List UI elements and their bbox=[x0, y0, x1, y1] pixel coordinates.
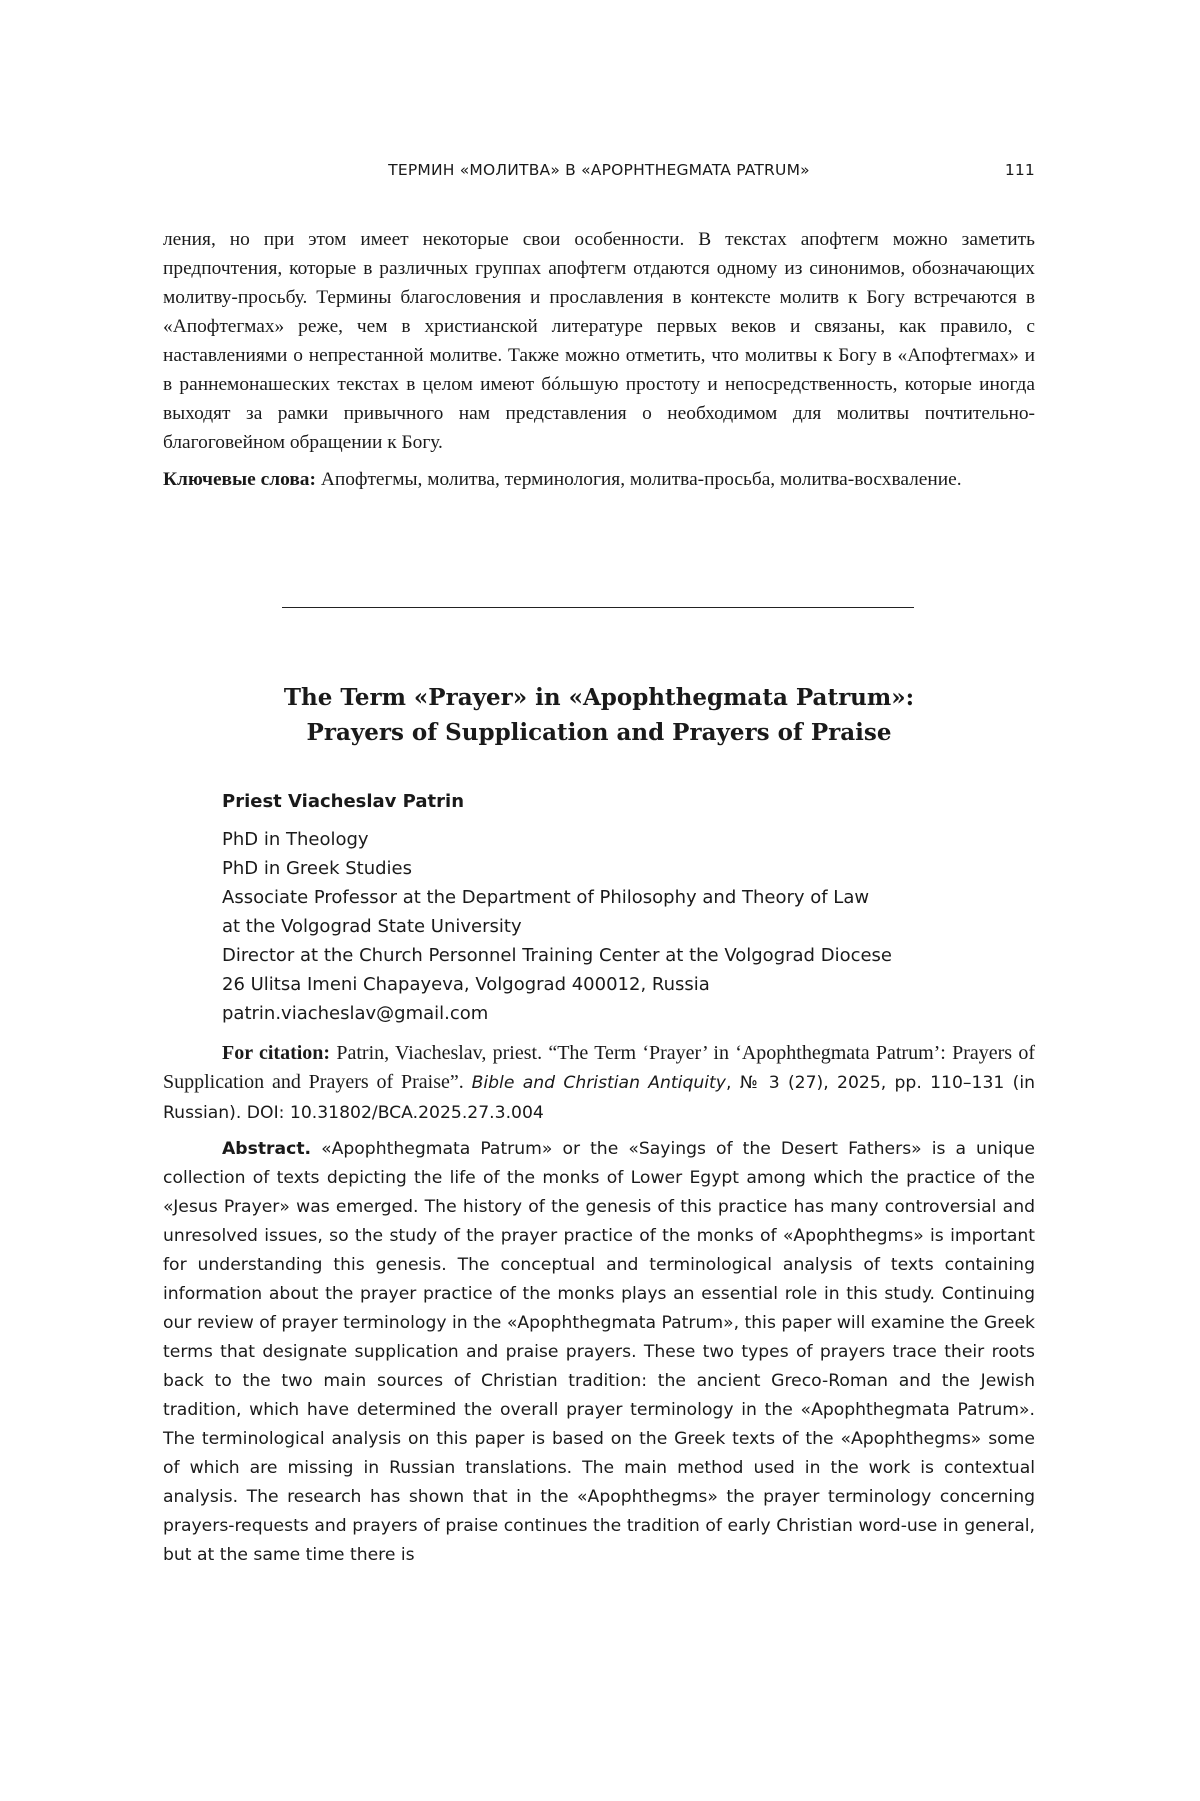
citation-text: Patrin, Viacheslav, priest. “The Term ‘Prayer’ in ‘Apophthegmata Patrum’: Prayers of Supplication and Prayers of Praise”. bbox=[163, 1042, 1036, 1093]
running-head bbox=[163, 161, 1035, 187]
citation-details: , № 3 (27), 2025, pp. 110–131 (in Russian). DOI: 10.31802/BCA.2025.27.3.004 bbox=[163, 1073, 1035, 1123]
citation bbox=[163, 1039, 1035, 1128]
article-title-line-2: Prayers of Supplication and Prayers of Praise bbox=[306, 719, 892, 746]
russian-keywords bbox=[163, 465, 1035, 494]
article-title bbox=[163, 680, 1035, 750]
article-title-line-1: The Term «Prayer» in «Apophthegmata Patrum»: bbox=[283, 684, 915, 711]
keywords-label: Ключевые слова: bbox=[163, 469, 316, 490]
abstract bbox=[163, 1135, 1035, 1570]
russian-summary-text: ления, но при этом имеет некоторые свои особенности. В текстах апофтегм можно заметить предпочтения, которые в различных группах апофтегм отдаются одному из синонимов, обозначающих молитву-просьбу. Термины благословения и прославления в контексте молитв к Богу встречаются в «Апофтегмах» реже, чем в христианской литературе первых веков и связаны, как правило, с наставлениями о непрестанной молитве. Также можно отметить, что молитвы к Богу в «Апофтегмах» и в раннемонашеских текстах в целом имеют бóльшую простоту и непосредственность, которые иногда выходят за рамки привычного нам представления о необходимом для молитвы почтительно-благоговейном обращении к Богу. bbox=[163, 229, 1035, 453]
keywords-text: Апофтегмы, молитва, терминология, молитва-просьба, молитва-восхваление. bbox=[320, 469, 962, 490]
abstract-label: Abstract. bbox=[222, 1139, 312, 1159]
journal-name: Bible and Christian Antiquity bbox=[471, 1073, 726, 1093]
affiliation-line: PhD in Theology bbox=[222, 829, 369, 850]
affiliation-line: 26 Ulitsa Imeni Chapayeva, Volgograd 400012, Russia bbox=[222, 974, 710, 995]
running-head-title: ТЕРМИН «МОЛИТВА» В «APOPHTHEGMATA PATRUM» bbox=[388, 161, 810, 179]
page-number: 111 bbox=[1004, 161, 1035, 179]
author-email: patrin.viacheslav@gmail.com bbox=[222, 1003, 489, 1024]
section-divider bbox=[282, 607, 914, 608]
affiliation-line: Director at the Church Personnel Training Center at the Volgograd Diocese bbox=[222, 945, 892, 966]
affiliation-line: PhD in Greek Studies bbox=[222, 858, 412, 879]
abstract-text: «Apophthegmata Patrum» or the «Sayings of the Desert Fathers» is a unique collection of texts depicting the life of the monks of Lower Egypt among which the practice of the «Jesus Prayer» was emerged. The history of the genesis of this practice has many controversial and unresolved issues, so the study of the prayer practice of the monks of «Apophthegms» is important for understanding this genesis. The conceptual and terminological analysis of texts containing information about the prayer practice of the monks plays an essential role in this study. Continuing our review of prayer terminology in the «Apophthegmata Patrum», this paper will examine the Greek terms that designate supplication and praise prayers. These two types of prayers trace their roots back to the two main sources of Christian tradition: the ancient Greco-Roman and the Jewish tradition, which have determined the overall prayer terminology in the «Apophthegmata Patrum». The terminological analysis on this paper is based on the Greek texts of the «Apophthegms» some of which are missing in Russian translations. The main method used in the work is contextual analysis. The research has shown that in the «Apophthegms» the prayer terminology concerning prayers-requests and prayers of praise continues the tradition of early Christian word-use in general, but at the same time there is bbox=[163, 1139, 1035, 1565]
citation-label: For citation: bbox=[222, 1042, 331, 1064]
author-block bbox=[222, 787, 1035, 1028]
russian-summary bbox=[163, 225, 1035, 494]
author-name: Priest Viacheslav Patrin bbox=[222, 791, 465, 812]
affiliation-line: Associate Professor at the Department of Philosophy and Theory of Law bbox=[222, 887, 870, 908]
affiliation-line: at the Volgograd State University bbox=[222, 916, 522, 937]
